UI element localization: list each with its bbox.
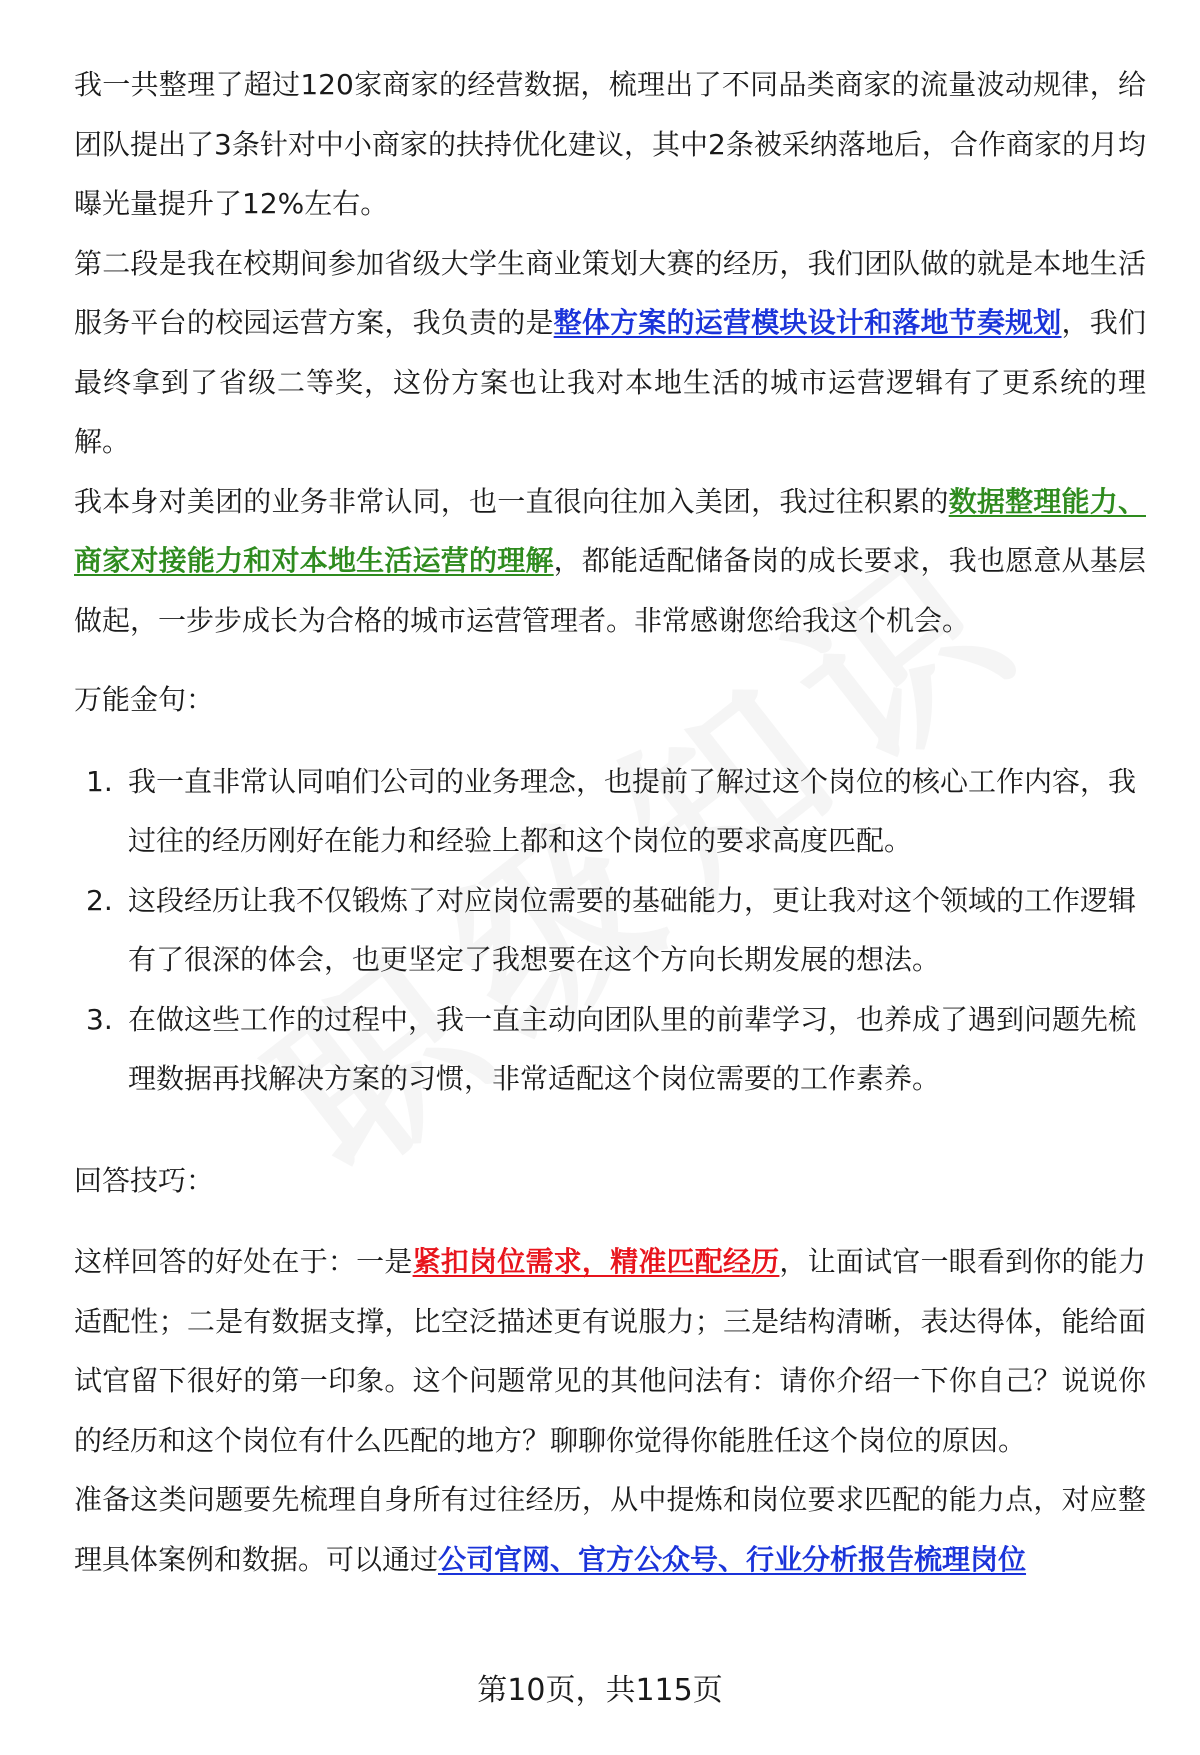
text-before: 准备这类问题要先梳理自身所有过往经历，从中提炼和岗位要求匹配的能力点，对应整理具体案例和数据。可以通过 [74, 1483, 1146, 1576]
list-text: 这段经历让我不仅锻炼了对应岗位需要的基础能力，更让我对这个领域的工作逻辑有了很深的体会，也更坚定了我想要在这个方向长期发展的想法。 [128, 883, 1137, 976]
golden-sentences-label: 万能金句： [74, 683, 215, 716]
text-before: 第二段是我在校期间参加省级大学生商业策划大赛的经历，我们团队做的就是本地生活服务平台的校园运营方案，我负责的是 [74, 246, 1146, 339]
text-before: 我本身对美团的业务非常认同，也一直很向往加入美团，我过往积累的 [74, 484, 949, 518]
highlight-blue: 整体方案的运营模块设计和落地节奏规划 [553, 306, 1062, 339]
document-page [74, 55, 1146, 1589]
paragraph-competition [74, 234, 1146, 472]
list-item [74, 990, 1146, 1109]
text-before: 这样回答的好处在于：一是 [74, 1245, 413, 1278]
list-number: 2. [86, 883, 113, 917]
highlight-red: 紧扣岗位需求，精准匹配经历 [412, 1245, 780, 1278]
golden-sentences-list [74, 752, 1146, 1109]
highlight-blue: 公司官网、官方公众号、行业分析报告梳理岗位 [438, 1542, 1027, 1576]
paragraph-meituan [74, 472, 1146, 651]
answer-tips-label: 回答技巧： [74, 1163, 215, 1197]
list-item [74, 871, 1146, 990]
list-text: 我一直非常认同咱们公司的业务理念，也提前了解过这个岗位的核心工作内容，我过往的经历刚好在能力和经验上都和这个岗位的要求高度匹配。 [128, 764, 1137, 857]
text-after: ，让面试官一眼看到你的能力适配性；二是有数据支撑，比空泛描述更有说服力；三是结构清晰，表达得体，能给面试官留下很好的第一印象。这个问题常见的其他问法有：请你介绍一下你自己？说说你的经历和这个岗位有什么匹配的地方？聊聊你觉得你能胜任这个岗位的原因。 [74, 1245, 1146, 1457]
list-item [74, 752, 1146, 871]
paragraph-tips-benefits [74, 1232, 1146, 1470]
list-text: 在做这些工作的过程中，我一直主动向团队里的前辈学习，也养成了遇到问题先梳理数据再找解决方案的习惯，非常适配这个岗位需要的工作素养。 [128, 1002, 1137, 1095]
spacer [74, 1109, 1146, 1131]
highlight-green: 数据整理能力、商家对接能力和对本地生活运营的理解 [74, 484, 1146, 577]
list-number: 3. [86, 1002, 113, 1036]
paragraph-merchant-data: 我一共整理了超过120家商家的经营数据，梳理出了不同品类商家的流量波动规律，给团队提出了3条针对中小商家的扶持优化建议，其中2条被采纳落地后，合作商家的月均曝光量提升了12%左右。 [74, 68, 1146, 220]
text-after: ，我们最终拿到了省级二等奖，这份方案也让我对本地生活的城市运营逻辑有了更系统的理解。 [74, 306, 1146, 458]
text-after: ，都能适配储备岗的成长要求，我也愿意从基层做起，一步步成长为合格的城市运营管理者。非常感谢您给我这个机会。 [74, 544, 1146, 637]
paragraph-tips-preparation [74, 1470, 1146, 1589]
list-number: 1. [86, 764, 113, 798]
page-number-footer: 第10页，共115页 [477, 1673, 723, 1708]
